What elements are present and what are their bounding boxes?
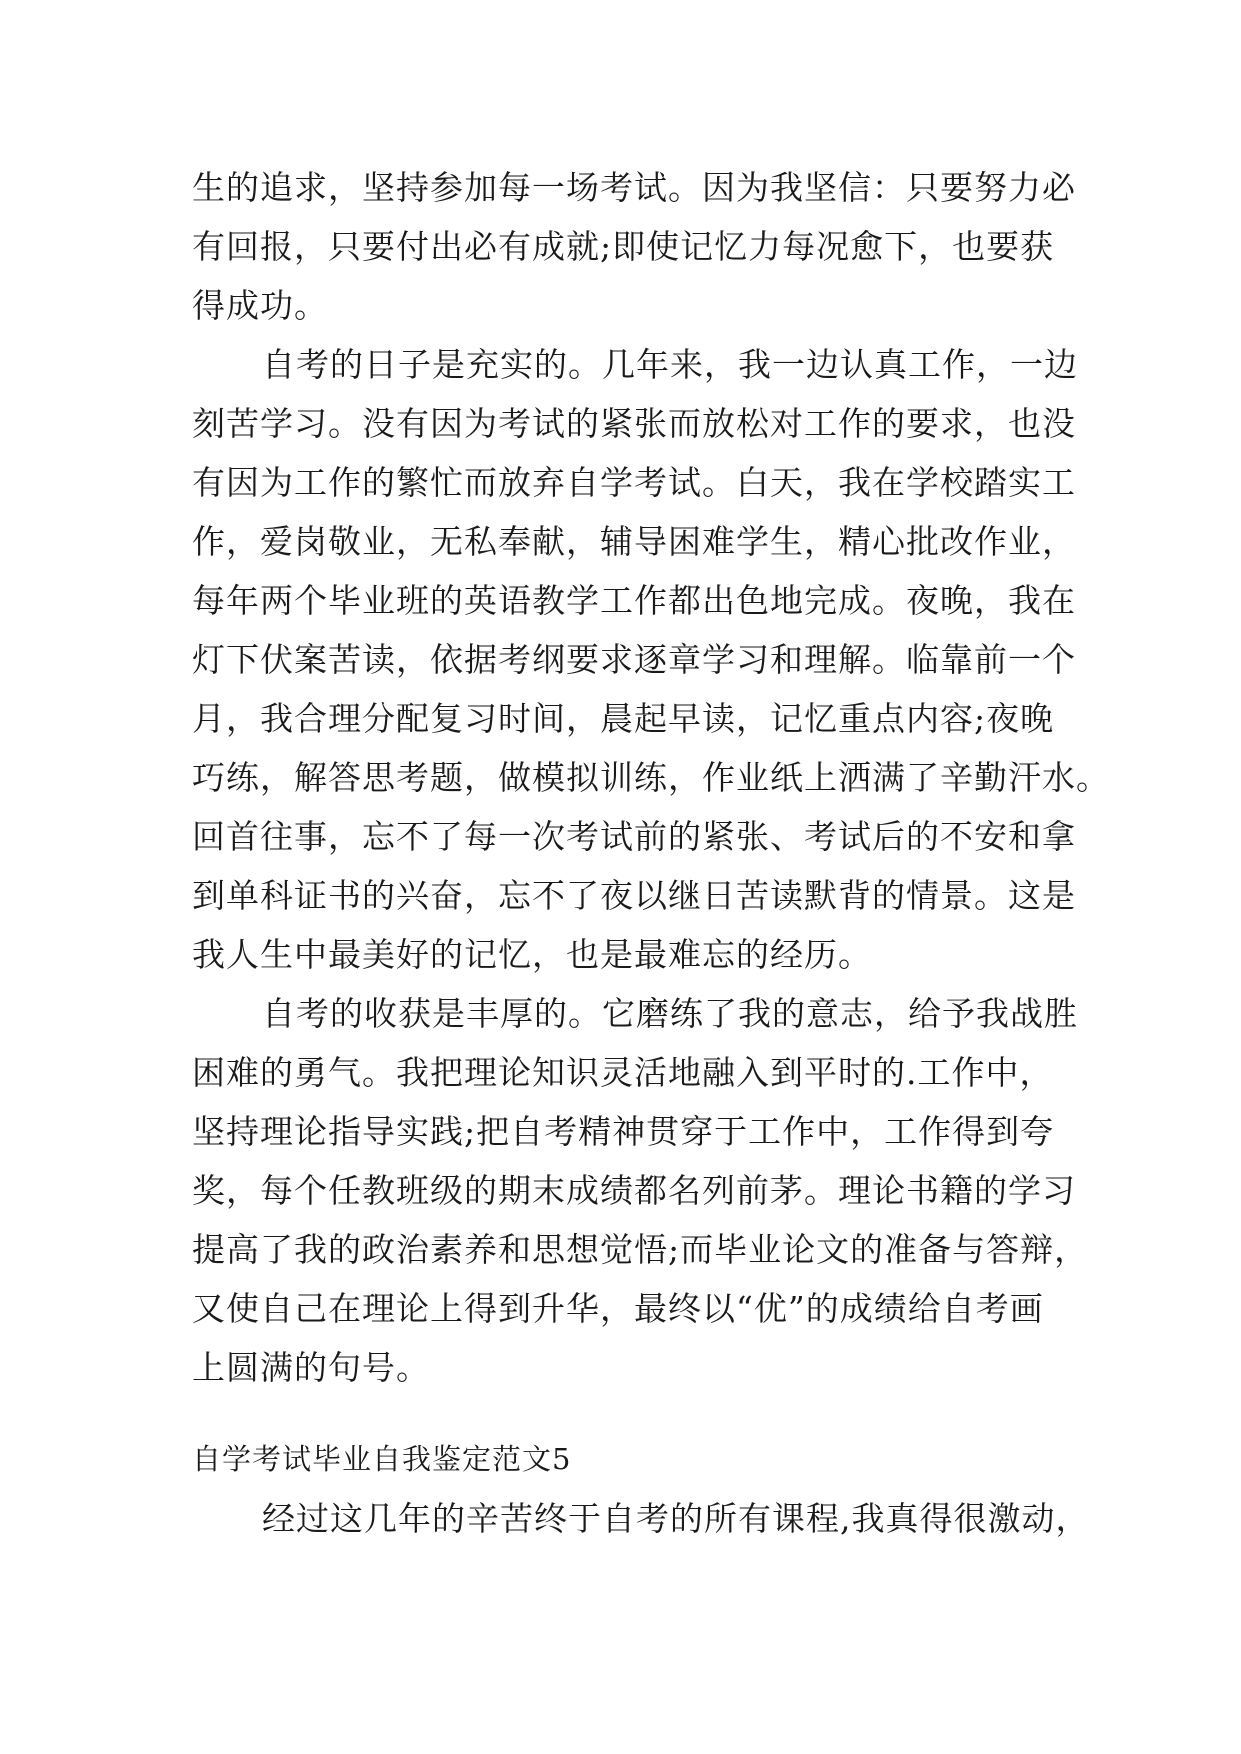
text-line: 作，爱岗敬业，无私奉献，辅导困难学生，精心批改作业， — [192, 522, 1076, 561]
paragraph-2 — [192, 335, 1110, 984]
document-page — [192, 158, 1110, 1548]
text-line: 坚持理论指导实践;把自考精神贯穿于工作中，工作得到夸 — [192, 1112, 1055, 1151]
text-line: 提高了我的政治素养和思想觉悟;而毕业论文的准备与答辩， — [192, 1230, 1089, 1269]
paragraph-4 — [192, 1489, 1090, 1548]
text-line: 上圆满的句号。 — [192, 1348, 430, 1387]
text-line: 自考的收获是丰厚的。它磨练了我的意志，给予我战胜 — [262, 994, 1078, 1033]
paragraph-3 — [192, 984, 1089, 1397]
text-line: 奖，每个任教班级的期末成绩都名列前茅。理论书籍的学习 — [192, 1171, 1076, 1210]
text-line: 困难的勇气。我把理论知识灵活地融入到平时的.工作中， — [192, 1053, 1054, 1092]
text-line: 每年两个毕业班的英语教学工作都出色地完成。夜晚，我在 — [192, 581, 1076, 620]
text-line: 刻苦学习。没有因为考试的紧张而放松对工作的要求，也没 — [192, 404, 1076, 443]
text-line: 自考的日子是充实的。几年来，我一边认真工作，一边 — [262, 345, 1078, 384]
text-line: 巧练，解答思考题，做模拟训练，作业纸上洒满了辛勤汗水。 — [192, 758, 1110, 797]
text-line: 有因为工作的繁忙而放弃自学考试。白天，我在学校踏实工 — [192, 463, 1076, 502]
text-line: 得成功。 — [192, 286, 328, 325]
text-line: 又使自己在理论上得到升华，最终以“优”的成绩给自考画 — [192, 1289, 1044, 1328]
text-line: 灯下伏案苦读，依据考纲要求逐章学习和理解。临靠前一个 — [192, 640, 1076, 679]
text-line: 回首往事，忘不了每一次考试前的紧张、考试后的不安和拿 — [192, 817, 1076, 856]
text-line: 有回报，只要付出必有成就;即使记忆力每况愈下，也要获 — [192, 227, 1055, 266]
text-line: 到单科证书的兴奋，忘不了夜以继日苦读默背的情景。这是 — [192, 876, 1076, 915]
text-line: 我人生中最美好的记忆，也是最难忘的经历。 — [192, 935, 872, 974]
text-line: 生的追求，坚持参加每一场考试。因为我坚信：只要努力必 — [192, 168, 1076, 207]
text-line: 月，我合理分配复习时间，晨起早读，记忆重点内容;夜晚 — [192, 699, 1055, 738]
section-heading: 自学考试毕业自我鉴定范文5 — [192, 1442, 572, 1476]
text-line: 经过这几年的辛苦终于自考的所有课程,我真得很激动， — [262, 1499, 1090, 1538]
paragraph-1 — [192, 158, 1076, 335]
